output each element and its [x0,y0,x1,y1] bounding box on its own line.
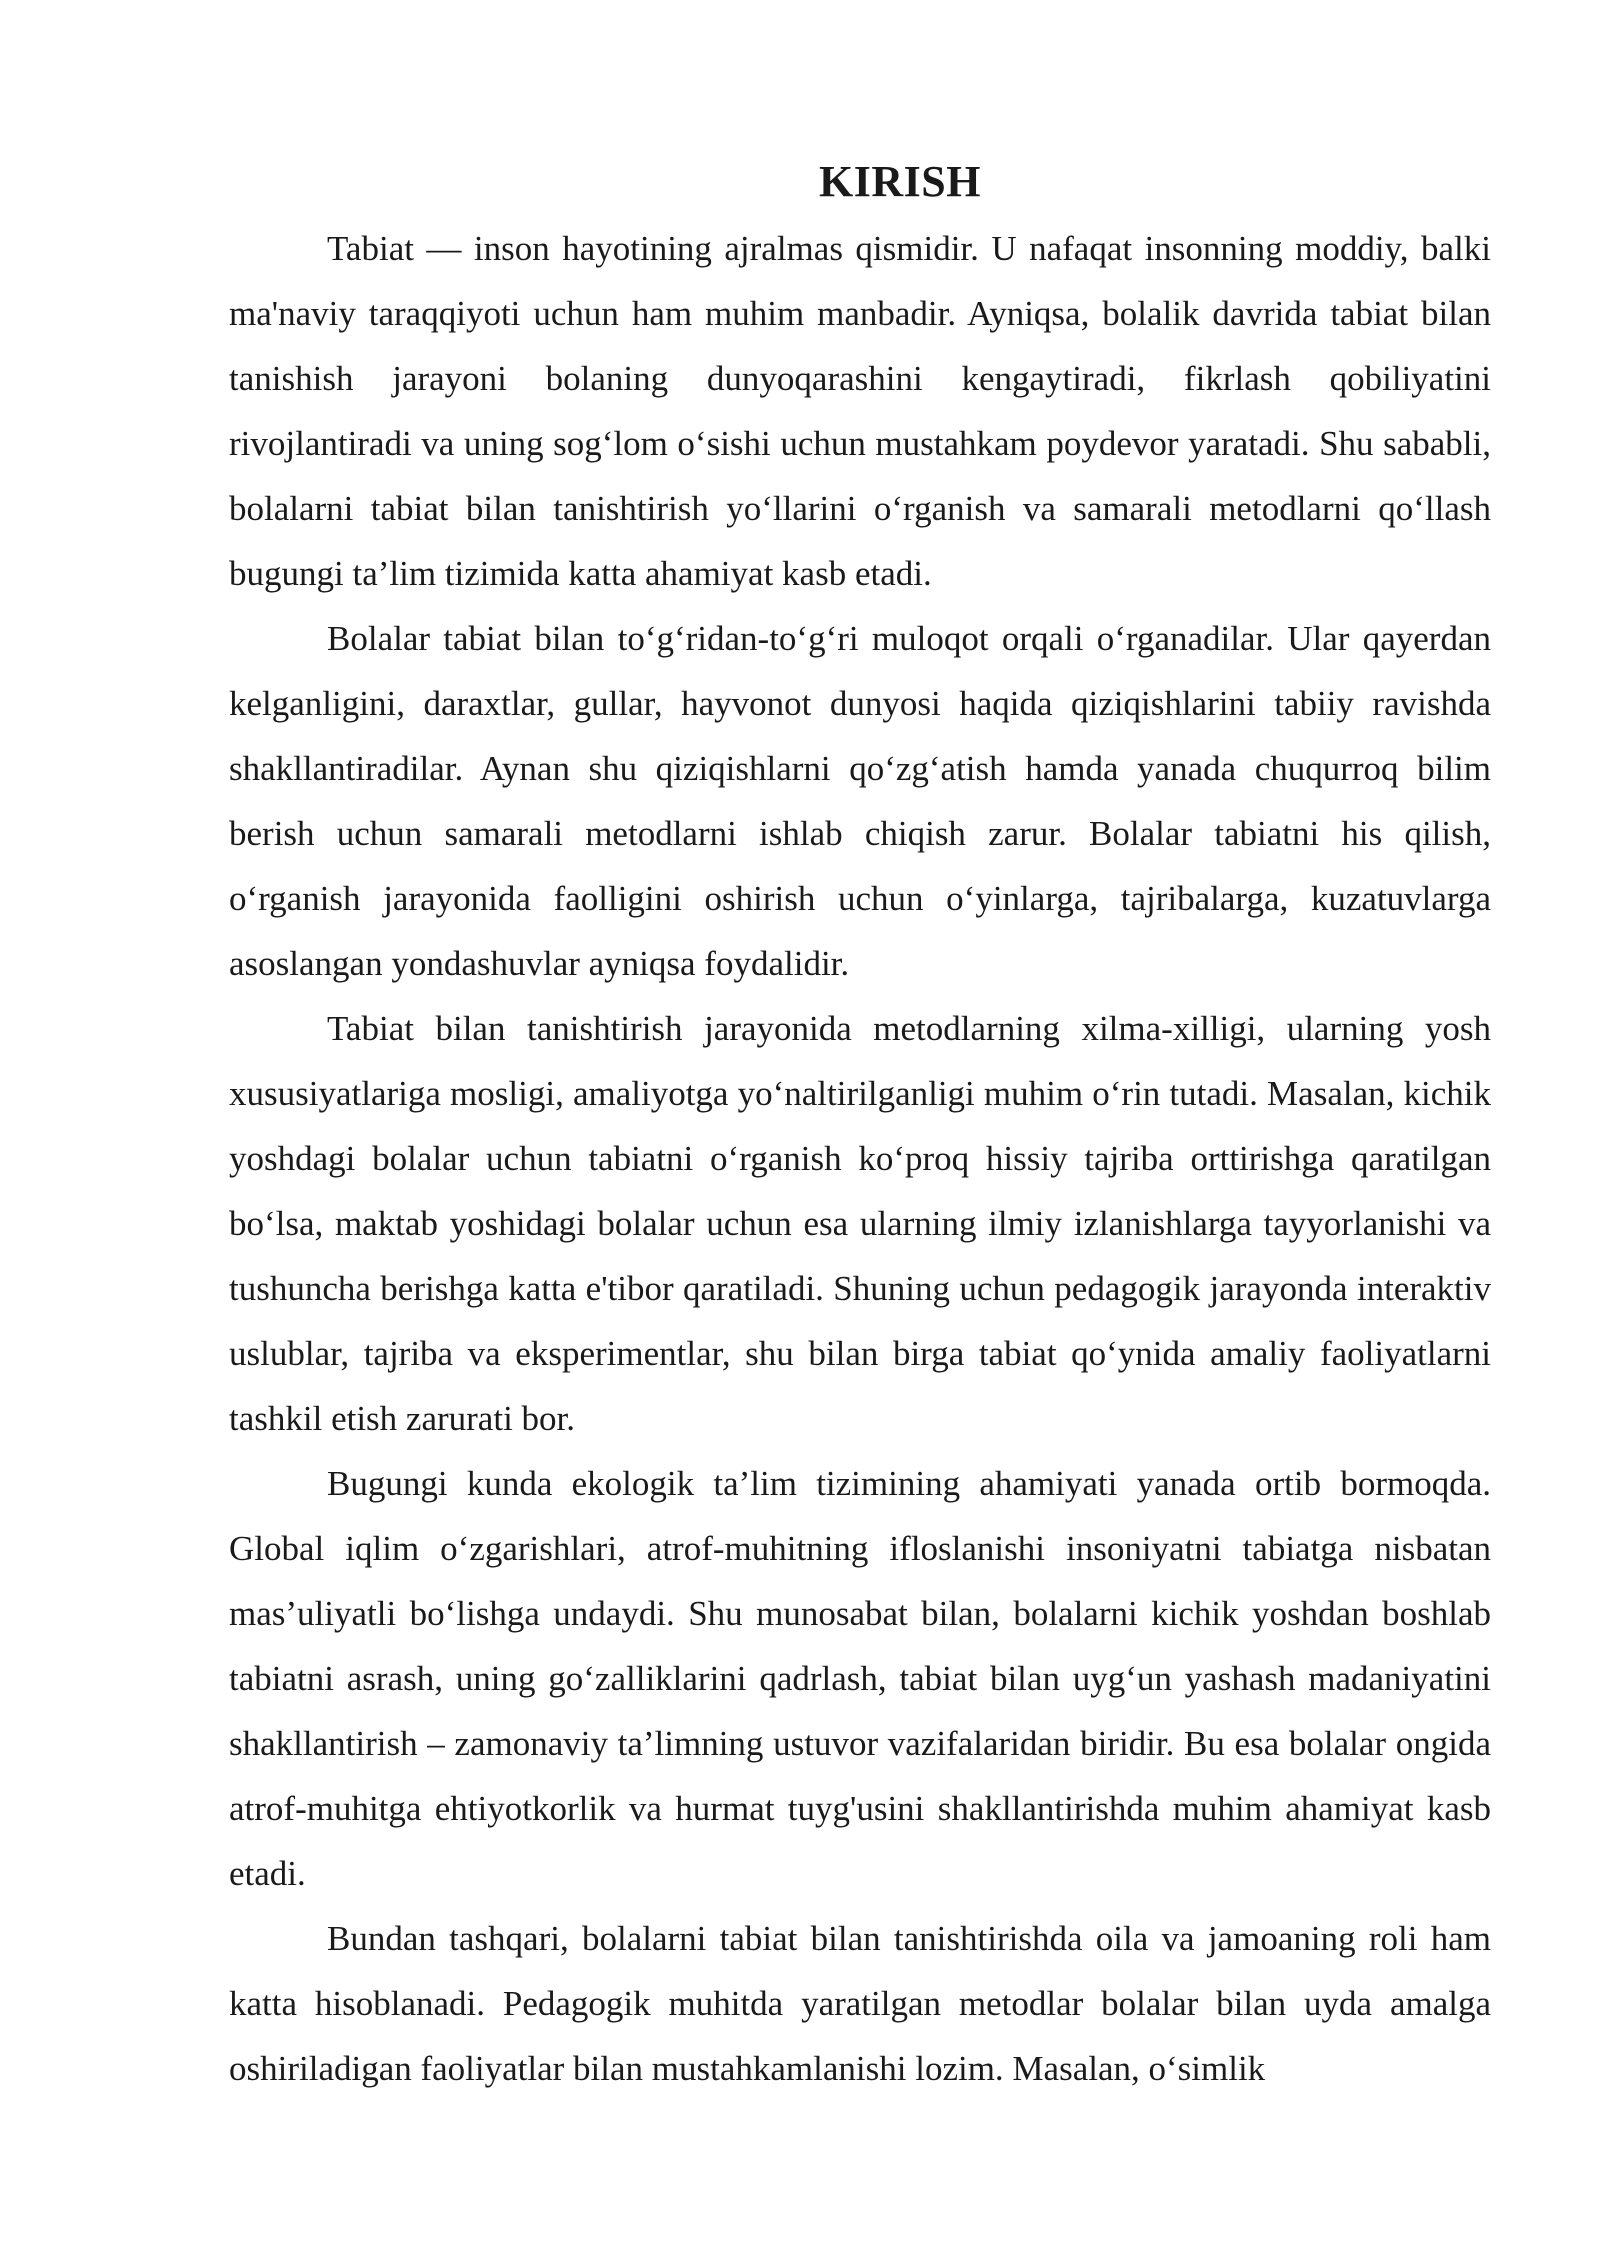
paragraph-5: Bundan tashqari, bolalarni tabiat bilan tanishtirishda oila va jamoaning roli ham katta hisoblanadi. Pedagogik muhitda yaratilgan metodlar bolalar bilan uyda amalga oshiriladigan faoliyatlar bilan mustahkamlanishi lozim. Masalan, o‘simlik [229,1919,1491,2088]
paragraph-1: Tabiat — inson hayotining ajralmas qismidir. U nafaqat insonning moddiy, balki ma'naviy taraqqiyoti uchun ham muhim manbadir. Ayniqsa, bolalik davrida tabiat bilan tanishish jarayoni bolaning dunyoqarashini kengaytiradi, fikrlash qobiliyatini rivojlantiradi va uning sog‘lom o‘sishi uchun mustahkam poydevor yaratadi. Shu sababli, bolalarni tabiat bilan tanishtirish yo‘llarini o‘rganish va samarali metodlarni qo‘llash bugungi ta’lim tizimida katta ahamiyat kasb etadi. [229,229,1491,593]
document-body [229,150,1491,2101]
paragraph-2: Bolalar tabiat bilan to‘g‘ridan-to‘g‘ri muloqot orqali o‘rganadilar. Ular qayerdan kelganligini, daraxtlar, gullar, hayvonot dunyosi haqida qiziqishlarini tabiiy ravishda shakllantiradilar. Aynan shu qiziqishlarni qo‘zg‘atish hamda yanada chuqurroq bilim berish uchun samarali metodlarni ishlab chiqish zarur. Bolalar tabiatni his qilish, o‘rganish jarayonida faolligini oshirish uchun o‘yinlarga, tajribalarga, kuzatuvlarga asoslangan yondashuvlar ayniqsa foydalidir. [229,619,1491,983]
page-title: KIRISH [819,157,981,206]
paragraph-4: Bugungi kunda ekologik ta’lim tizimining ahamiyati yanada ortib bormoqda. Global iqlim o‘zgarishlari, atrof-muhitning ifloslanishi insoniyatni tabiatga nisbatan mas’uliyatli bo‘lishga undaydi. Shu munosabat bilan, bolalarni kichik yoshdan boshlab tabiatni asrash, uning go‘zalliklarini qadrlash, tabiat bilan uyg‘un yashash madaniyatini shakllantirish – zamonaviy ta’limning ustuvor vazifalaridan biridir. Bu esa bolalar ongida atrof-muhitga ehtiyotkorlik va hurmat tuyg'usini shakllantirishda muhim ahamiyat kasb etadi. [229,1464,1491,1893]
paragraph-3: Tabiat bilan tanishtirish jarayonida metodlarning xilma-xilligi, ularning yosh xususiyatlariga mosligi, amaliyotga yo‘naltirilganligi muhim o‘rin tutadi. Masalan, kichik yoshdagi bolalar uchun tabiatni o‘rganish ko‘proq hissiy tajriba orttirishga qaratilgan bo‘lsa, maktab yoshidagi bolalar uchun esa ularning ilmiy izlanishlarga tayyorlanishi va tushuncha berishga katta e'tibor qaratiladi. Shuning uchun pedagogik jarayonda interaktiv uslublar, tajriba va eksperimentlar, shu bilan birga tabiat qo‘ynida amaliy faoliyatlarni tashkil etish zarurati bor. [229,1009,1491,1438]
